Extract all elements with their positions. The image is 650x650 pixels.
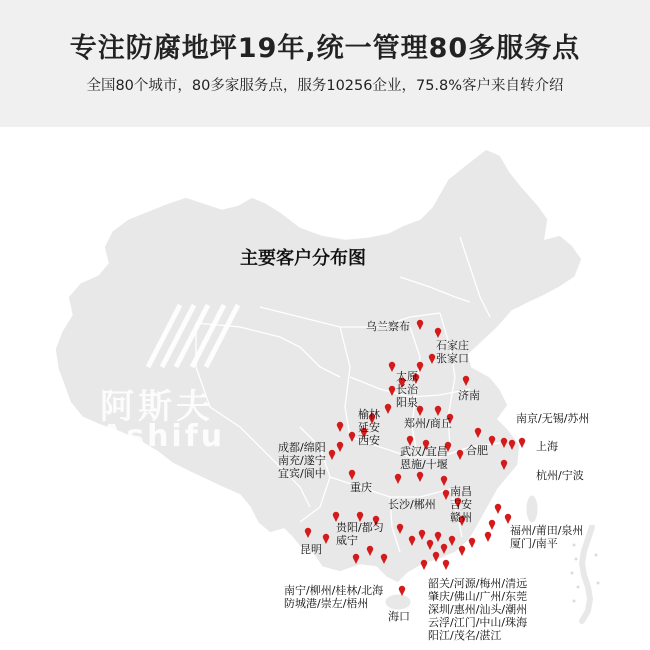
header-banner [0,0,650,127]
label-shijiazhuang-group: 石家庄 张家口 [436,339,469,365]
hainan-island [385,594,411,610]
map-title: 主要客户分布图 [240,248,366,269]
label-wulanchabu: 乌兰察布 [366,320,410,333]
marker [485,532,491,542]
label-yulin-group: 榆林 延安 西安 [358,408,380,447]
china-map-area [0,127,650,650]
watermark-logo-icon [140,297,250,377]
label-jinan: 济南 [458,389,480,402]
label-taiyuan-group: 太原 长治 阳泉 [396,370,418,409]
marker [495,504,501,514]
marker [469,538,475,548]
south-china-sea-inset [566,525,606,625]
label-nanning-group: 南宁/柳州/桂林/北海 防城港/崇左/梧州 [284,584,384,610]
china-map [0,127,650,650]
label-nanjing: 南京/无锡/苏州 [516,412,590,425]
label-changsha: 长沙/郴州 [388,498,436,511]
marker [443,560,449,570]
marker [421,560,427,570]
headline: 专注防腐地坪19年,统一管理80多服务点 [69,33,581,64]
label-haikou: 海口 [388,610,410,623]
label-wuhan-group: 武汉/宜昌 恩施/十堰 [400,445,448,471]
marker [489,520,495,530]
label-chengdu-group: 成都/绵阳 南充/遂宁 宜宾/阆中 [278,441,326,480]
label-nanchang-group: 南昌 吉安 赣州 [450,485,472,524]
label-kunming: 昆明 [300,543,322,556]
taiwan-island [526,495,538,523]
marker [505,514,511,524]
label-shaoguan-group: 韶关/河源/梅州/清远 肇庆/佛山/广州/东莞 深圳/惠州/汕头/潮州 云浮/江门/中山/珠海 阳江/茂名/湛江 [428,577,528,642]
label-zhengzhou: 郑州/商丘 [404,417,452,430]
subheadline: 全国80个城市，80多家服务点，服务10256企业，75.8%客户来自转介绍 [86,78,564,94]
watermark-english: Ashifu [100,419,226,454]
watermark-chinese: 阿斯夫 [100,387,214,427]
label-fuzhou-group: 福州/莆田/泉州 厦门/南平 [510,524,584,550]
marker [459,546,465,556]
label-hefei: 合肥 [466,444,488,457]
label-hangzhou: 杭州/宁波 [536,469,584,482]
label-shanghai: 上海 [536,440,558,453]
label-chongqing: 重庆 [350,481,372,494]
label-guiyang-group: 贵阳/都匀 威宁 [336,521,384,547]
